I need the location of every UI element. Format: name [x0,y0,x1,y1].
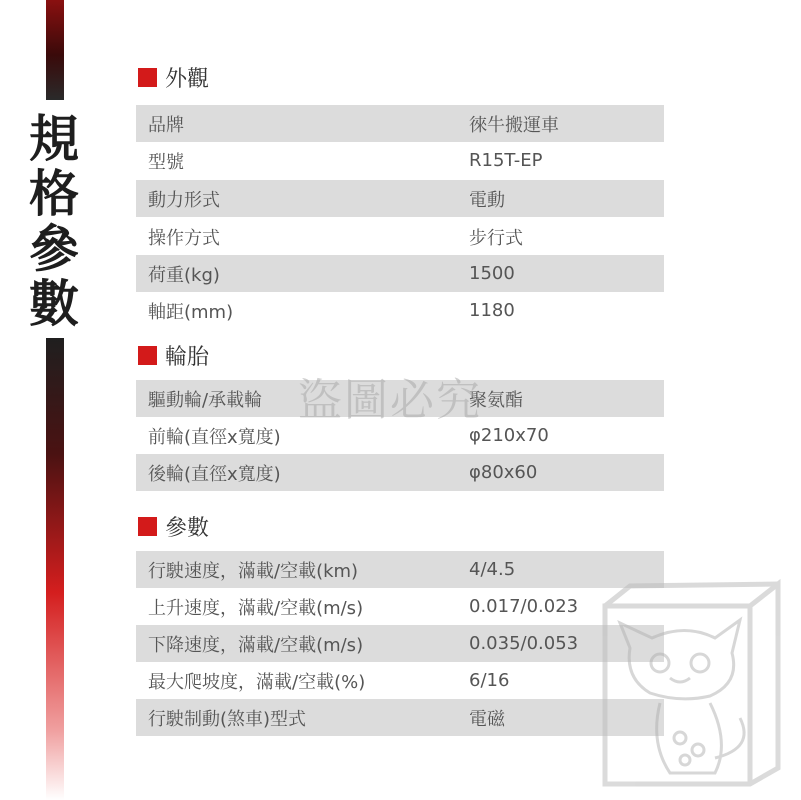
watermark-text: 盜圖必究 [298,375,482,426]
side-title-char-1: 規 [29,110,79,168]
table-row [136,180,664,217]
spec-value: φ210x70 [469,425,549,446]
spec-key: 行駛速度，滿載/空載(km) [148,560,359,582]
spec-key: 品牌 [148,114,184,136]
table-row [136,142,664,179]
table-row [136,625,664,662]
spec-value: 聚氨酯 [469,389,523,411]
side-title-char-3: 參 [29,220,79,278]
table-row [136,699,664,736]
spec-value: 1180 [469,300,515,321]
section-title: 外觀 [165,66,210,92]
spec-value: 步行式 [469,227,523,249]
table-row [136,218,664,255]
red-square-icon [138,517,157,536]
table-row [136,662,664,699]
section-title: 參數 [165,515,210,541]
spec-value: 6/16 [469,670,510,691]
table-row [136,255,664,292]
spec-key: 軸距(mm) [148,301,234,323]
spec-key: 型號 [148,151,184,173]
spec-key: 操作方式 [148,227,220,249]
spec-value: φ80x60 [469,462,538,483]
section-header-tires [138,340,209,370]
table-row [136,292,664,329]
spec-key: 前輪(直徑x寬度) [148,426,281,448]
table-row [136,551,664,588]
side-bar-top [46,0,64,100]
spec-key: 最大爬坡度，滿載/空載(%) [148,671,366,693]
spec-value: R15T-EP [469,150,543,171]
side-title-char-4: 數 [29,275,79,333]
spec-key: 動力形式 [148,189,220,211]
cat-logo-stamp-icon [590,578,790,788]
spec-value: 電磁 [469,708,505,730]
spec-value: 徠牛搬運車 [469,114,559,136]
spec-value: 電動 [469,189,505,211]
spec-key: 荷重(kg) [148,264,220,286]
side-title-char-2: 格 [29,165,79,223]
spec-key: 行駛制動(煞車)型式 [148,708,307,730]
section-title: 輪胎 [165,344,210,370]
side-bar-bottom [46,338,64,800]
spec-value: 4/4.5 [469,559,516,580]
spec-value: 0.017/0.023 [469,596,579,617]
side-title [22,112,86,332]
section-header-parameters [138,511,209,541]
spec-key: 後輪(直徑x寬度) [148,463,281,485]
table-row [136,588,664,625]
spec-value: 0.035/0.053 [469,633,579,654]
spec-key: 下降速度，滿載/空載(m/s) [148,634,364,656]
spec-key: 上升速度，滿載/空載(m/s) [148,597,364,619]
table-row [136,105,664,142]
spec-value: 1500 [469,263,515,284]
section-header-appearance [138,62,209,92]
red-square-icon [138,346,157,365]
red-square-icon [138,68,157,87]
table-row [136,454,664,491]
spec-key: 驅動輪/承載輪 [148,389,263,411]
